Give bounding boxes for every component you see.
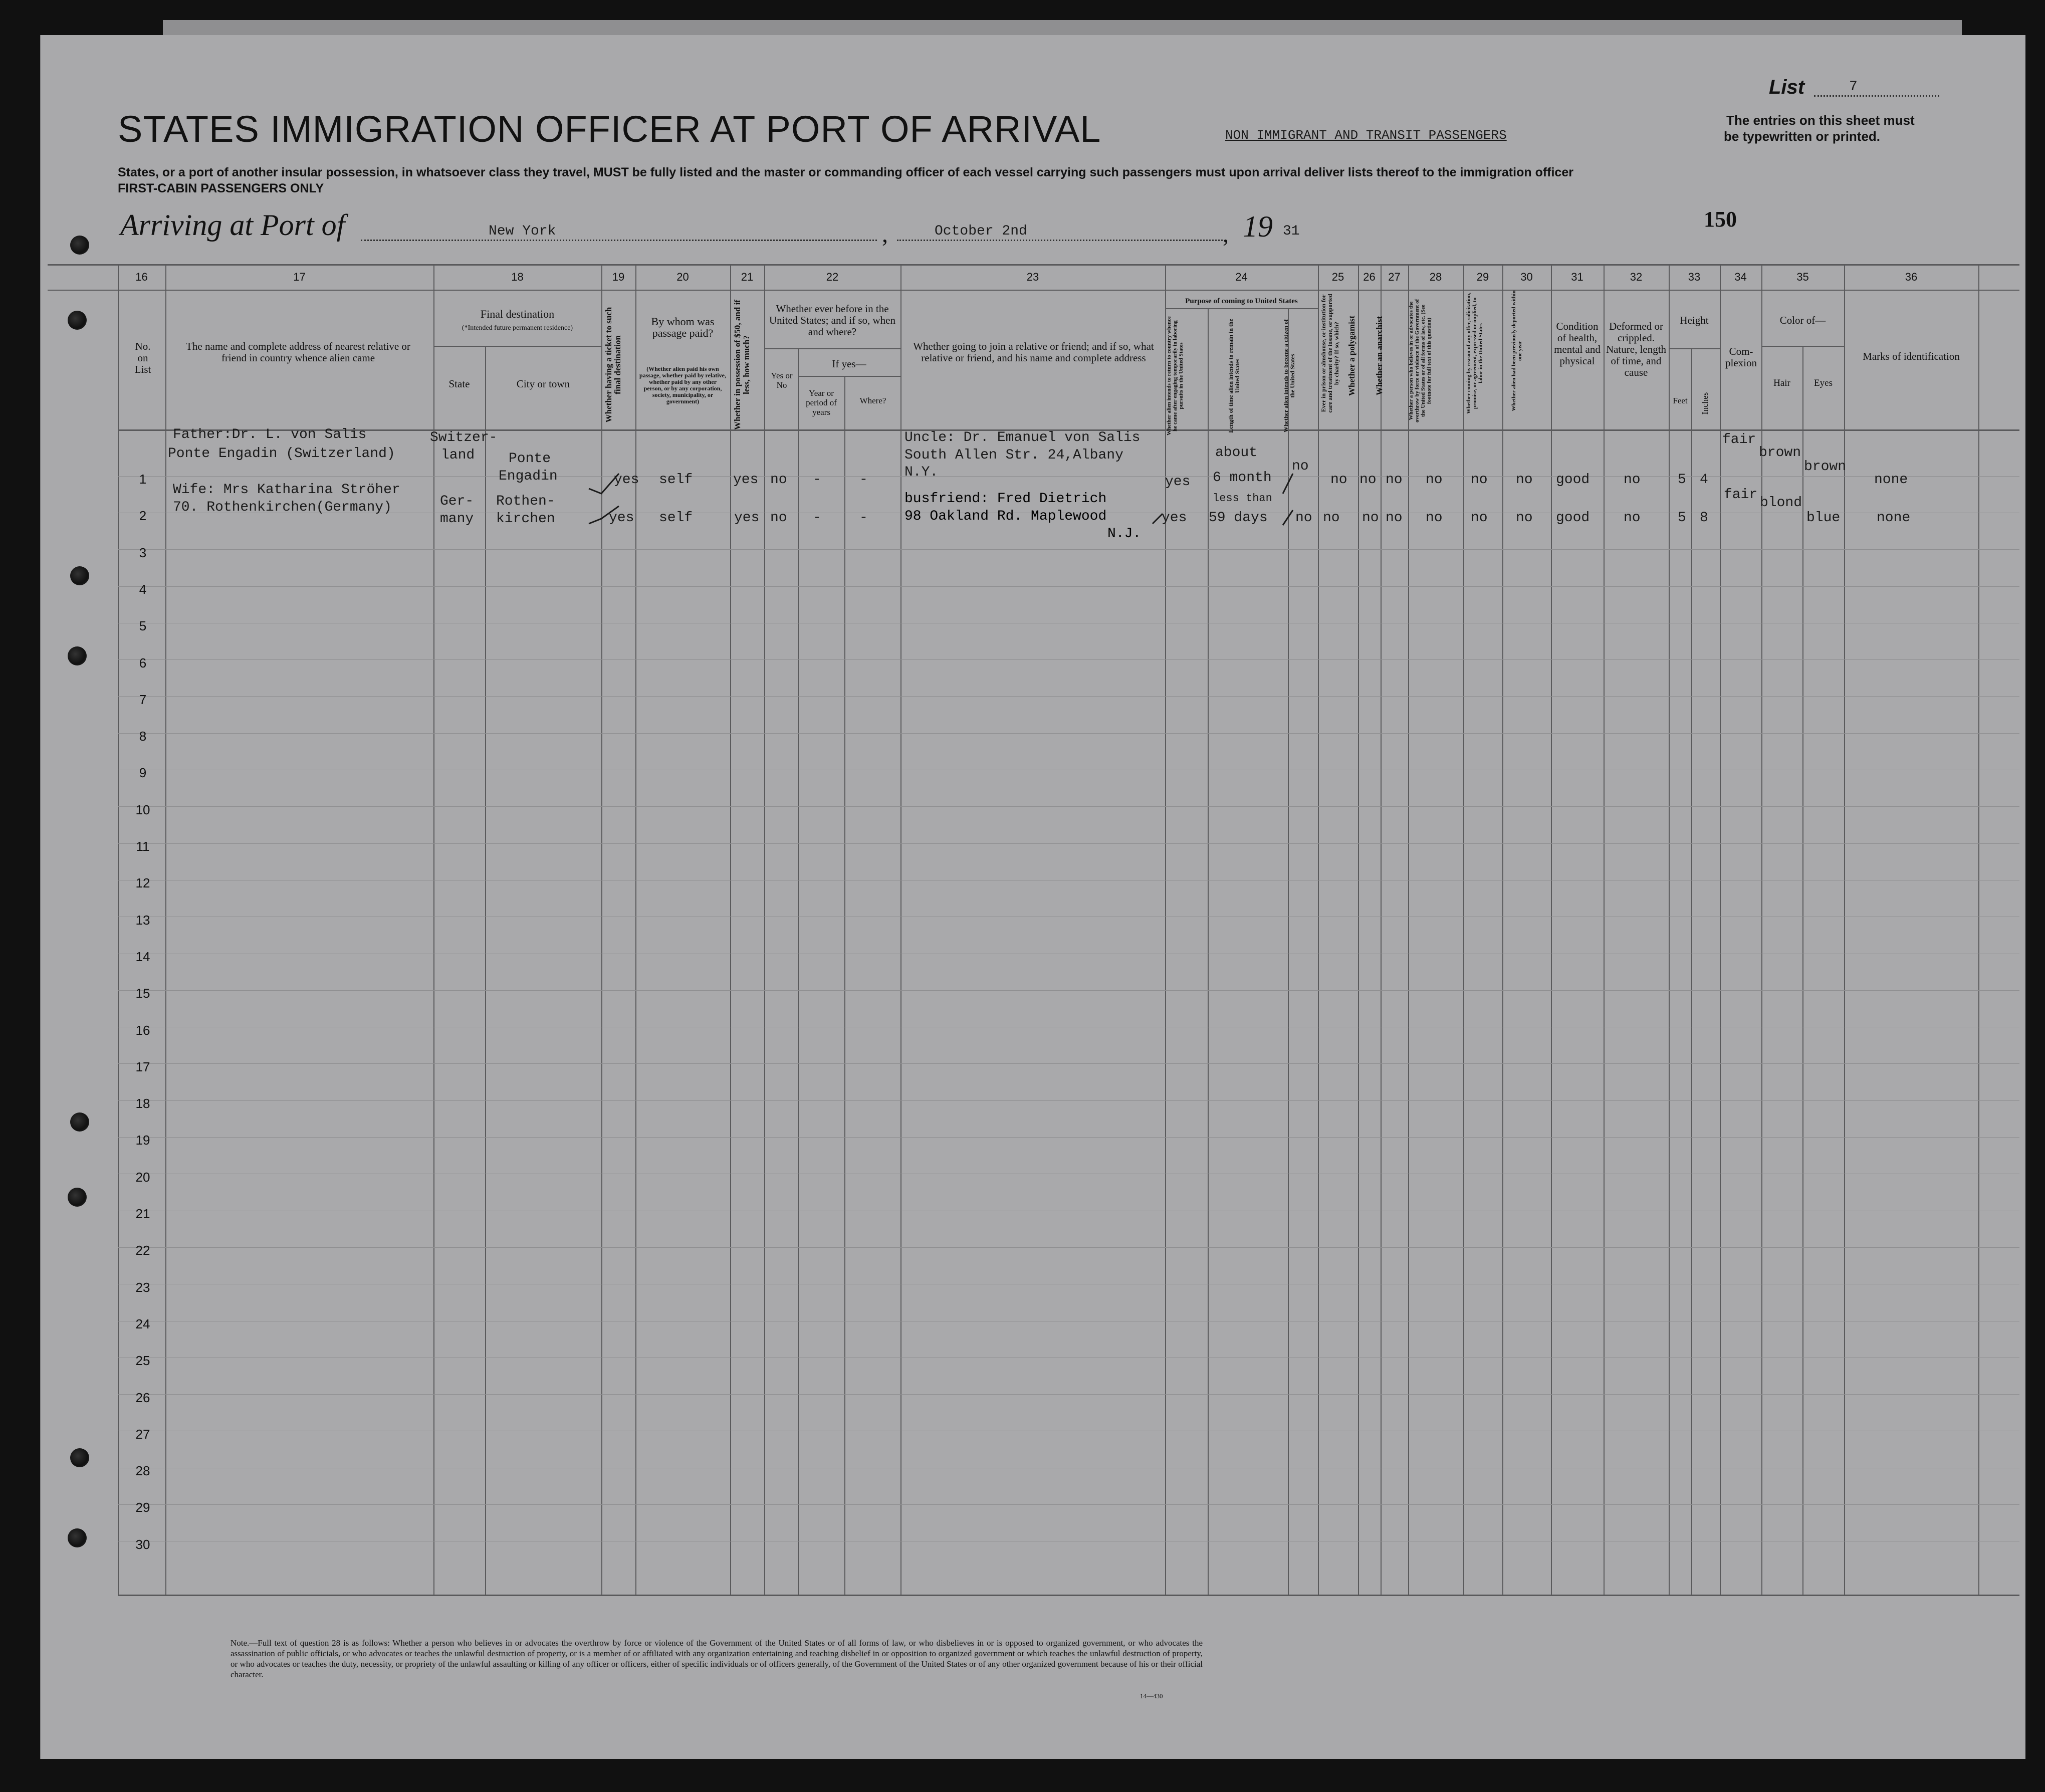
- join-relative-address: N.J.: [1107, 526, 1142, 542]
- column-number: 32: [1630, 271, 1643, 283]
- column-number: 24: [1235, 271, 1248, 283]
- column-number: 26: [1363, 271, 1376, 283]
- row-number: 27: [135, 1427, 150, 1442]
- possession-value: yes: [733, 472, 759, 488]
- eyes-value: blue: [1806, 510, 1841, 526]
- row-number: 24: [135, 1316, 150, 1331]
- check-mark: [1153, 514, 1163, 524]
- ticket-value: yes: [614, 472, 639, 488]
- footnote: Note.—Full text of question 28 is as follows: Whether a person who believes in or advocates the overthrow by force or violence of the Government of the United States or of all forms of law, or who disbelieves in or is opposed to organized government, or who advocates the assassination of public officials, or who advocates or teaches the unlawful destruction of property, or is a member of or affiliated with any organization entertaining and teaching disbelief in or opposition to organized government or which teaches the unlawful destruction of property, or who advocates or teaches the duty, necessity, or propriety of the unlawful assaulting or killing of any officer or officers, either of specific individuals or of officers generally, of the Government of the United States or of any other organized government because of his or their official character.: [231, 1638, 1203, 1679]
- form-number: 14—430: [1140, 1692, 1163, 1700]
- header-possession-50: Whether in possession of $50, and if less, how much?: [733, 300, 751, 430]
- polygamist-value: no: [1359, 472, 1377, 488]
- length-value: about: [1215, 445, 1258, 461]
- destination-city: Rothen-: [496, 494, 555, 509]
- list-number: 7: [1849, 79, 1858, 95]
- complexion-value: fair: [1724, 487, 1758, 503]
- inches-value: 8: [1700, 510, 1708, 526]
- header-question-28: Whether a person who believes in or advocates the overthrow by force or violence of the Government of the United States or of all forms of law, etc. (See footnote for full text of this question): [1408, 299, 1432, 423]
- row-number: 2: [139, 508, 147, 523]
- row-number: 29: [135, 1500, 150, 1515]
- column-number: 35: [1796, 271, 1809, 283]
- column-number: 22: [826, 271, 839, 283]
- join-relative-address: 98 Oakland Rd. Maplewood: [904, 509, 1107, 524]
- destination-city: Ponte: [509, 451, 551, 467]
- year-prefix: 19: [1243, 210, 1273, 243]
- header-anarchist: Whether an anarchist: [1375, 316, 1384, 396]
- comma: ,: [882, 221, 888, 248]
- column-number: 28: [1429, 271, 1442, 283]
- row-number: 17: [135, 1059, 150, 1074]
- header-final-destination-note: (*Intended future permanent residence): [462, 324, 573, 332]
- row-number: 6: [139, 655, 147, 670]
- column-number: 33: [1688, 271, 1701, 283]
- anarchist-value: no: [1386, 510, 1403, 526]
- subtitle-text: States, or a port of another insular possession, in whatsoever class they travel, MUST be fully listed and the master or commanding officer of each vessel carrying such passengers must upon arrival deliver lists thereof to the immigration officer: [118, 165, 1573, 179]
- before-us-value: no: [770, 472, 787, 488]
- check-mark: [589, 474, 619, 494]
- join-relative-name: Uncle: Dr. Emanuel von Salis: [904, 430, 1141, 445]
- date-value: October 2nd: [935, 223, 1027, 239]
- ticket-value: yes: [609, 510, 634, 526]
- length-value: 59 days: [1209, 510, 1268, 526]
- column-number: 19: [612, 271, 625, 283]
- prison-value: no: [1330, 472, 1347, 488]
- row-number: 16: [135, 1023, 150, 1038]
- year-value: -: [813, 472, 821, 488]
- column-number: 20: [676, 271, 689, 283]
- health-value: good: [1556, 472, 1590, 488]
- header-purpose-return: Whether alien intends to return to country whence he came after engaging temporarily in laboring pursuits in the United States: [1166, 316, 1184, 435]
- deported-value: no: [1516, 472, 1533, 488]
- row-number: 1: [139, 472, 147, 487]
- header-color-of: Color of—: [1779, 314, 1826, 326]
- row-number: 3: [139, 545, 147, 560]
- page-title: STATES IMMIGRATION OFFICER AT PORT OF ARRIVAL: [118, 108, 1101, 150]
- relative-address: 70. Rothenkirchen(Germany): [173, 500, 392, 515]
- header-yes-no: Yes or No: [771, 371, 793, 390]
- destination-state: land: [441, 447, 475, 463]
- column-number: 36: [1905, 271, 1918, 283]
- column-number: 17: [293, 271, 306, 283]
- header-no-on-list: No. on List: [134, 340, 151, 375]
- header-passage-paid: By whom was passage paid?: [651, 315, 715, 339]
- header-if-yes: If yes—: [832, 358, 866, 370]
- header-polygamist: Whether a polygamist: [1347, 315, 1356, 396]
- anarchist-value: no: [1386, 472, 1403, 488]
- header-join-relative: Whether going to join a relative or friend; and if so, what relative or friend, and his name and complete address: [913, 340, 1154, 364]
- return-value: yes: [1165, 474, 1191, 490]
- row-number: 20: [135, 1170, 150, 1185]
- check-mark: [1283, 474, 1293, 494]
- header-inches: Inches: [1700, 392, 1710, 415]
- column-number: 29: [1476, 271, 1489, 283]
- row-number: 23: [135, 1280, 150, 1295]
- check-mark: [589, 506, 619, 524]
- where-value: -: [859, 510, 868, 526]
- row-number: 7: [139, 692, 147, 707]
- header-height: Height: [1680, 314, 1709, 326]
- row-number: 11: [136, 839, 150, 854]
- list-label: List: [1769, 76, 1805, 98]
- return-value: yes: [1162, 510, 1187, 526]
- column-number: 18: [511, 271, 524, 283]
- row-number: 30: [135, 1537, 150, 1552]
- header-state: State: [448, 378, 470, 390]
- question-28-value: no: [1426, 472, 1443, 488]
- column-number: 31: [1571, 271, 1583, 283]
- row-number: 26: [135, 1390, 150, 1405]
- header-deported: Whether alien had been previously deported within one year: [1511, 290, 1523, 411]
- before-us-value: no: [770, 510, 787, 526]
- column-number: 25: [1331, 271, 1344, 283]
- deformed-value: no: [1624, 472, 1641, 488]
- length-value: 6 month: [1213, 470, 1272, 486]
- paid-by-value: self: [659, 472, 693, 488]
- year-value: -: [813, 510, 821, 526]
- citizen-value: no: [1292, 459, 1309, 474]
- row-number: 10: [135, 802, 150, 817]
- arriving-label: Arriving at Port of: [120, 208, 345, 242]
- subtitle-class: FIRST-CABIN PASSENGERS ONLY: [118, 181, 324, 195]
- polygamist-value: no: [1362, 510, 1379, 526]
- header-city: City or town: [516, 378, 570, 390]
- health-value: good: [1556, 510, 1590, 526]
- header-final-destination: Final destination: [480, 308, 555, 320]
- comma: ,: [1223, 221, 1229, 248]
- possession-value: yes: [734, 510, 760, 526]
- inches-value: 4: [1700, 472, 1708, 488]
- row-number: 13: [135, 913, 150, 928]
- column-number: 23: [1026, 271, 1039, 283]
- row-number: 28: [135, 1463, 150, 1478]
- header-labor-offer: Whether coming by reason of any offer, solicitation, promise, or agreement, expressed or implied, to labor in the United States: [1466, 292, 1484, 414]
- header-purpose-citizen: Whether alien intends to become a citizen of the United States: [1282, 319, 1296, 433]
- column-number: 16: [135, 271, 148, 283]
- row-number: 5: [139, 618, 147, 633]
- column-number: 30: [1520, 271, 1533, 283]
- year-suffix: 31: [1283, 223, 1300, 239]
- header-feet: Feet: [1673, 396, 1688, 405]
- row-number: 8: [139, 729, 147, 744]
- labor-offer-value: no: [1471, 472, 1488, 488]
- citizen-value: no: [1295, 510, 1312, 526]
- complexion-value: fair: [1722, 432, 1756, 447]
- feet-value: 5: [1678, 510, 1686, 526]
- row-number: 15: [135, 986, 150, 1001]
- column-number: 27: [1388, 271, 1401, 283]
- row-number: 14: [135, 949, 150, 964]
- destination-city: Engadin: [499, 469, 558, 484]
- prison-value: no: [1323, 510, 1340, 526]
- header-where: Where?: [859, 396, 886, 405]
- labor-offer-value: no: [1471, 510, 1488, 526]
- header-year-period: Year or period of years: [806, 388, 837, 417]
- header-purpose: Purpose of coming to United States: [1185, 297, 1298, 305]
- row-number: 9: [139, 765, 147, 780]
- header-hair: Hair: [1773, 378, 1790, 388]
- header-marks: Marks of identification: [1863, 350, 1960, 362]
- class-stamp: NON IMMIGRANT AND TRANSIT PASSENGERS: [1225, 128, 1507, 143]
- hair-value: brown: [1759, 445, 1801, 461]
- row-number: 4: [139, 582, 147, 597]
- join-relative-address: N.Y.: [904, 465, 939, 480]
- header-health: Condition of health, mental and physical: [1554, 320, 1601, 367]
- header-eyes: Eyes: [1814, 378, 1833, 388]
- join-relative-address: South Allen Str. 24,Albany: [904, 447, 1123, 463]
- header-purpose-length: Length of time alien intends to remain in the United States: [1227, 319, 1241, 433]
- header-ticket: Whether having a ticket to such final destination: [604, 307, 622, 423]
- destination-state: Switzer-: [430, 430, 498, 445]
- header-complexion: Com-plexion: [1725, 345, 1757, 369]
- page-number: 150: [1704, 207, 1737, 232]
- marks-value: none: [1874, 472, 1908, 488]
- deported-value: no: [1516, 510, 1533, 526]
- header-prison: Ever in prison or almshouse, or institution for care and treatment of the insane, or supported by charity? If so, which?: [1320, 294, 1340, 413]
- column-number: 34: [1734, 271, 1747, 283]
- row-number: 21: [135, 1206, 150, 1221]
- join-relative-name: busfriend: Fred Dietrich: [904, 491, 1107, 507]
- header-passage-paid-note: (Whether alien paid his own passage, whether paid by relative, whether paid by any other person, or by any corporation, society, municipality, or government): [639, 365, 726, 405]
- destination-city: kirchen: [496, 511, 555, 527]
- paid-by-value: self: [659, 510, 693, 526]
- destination-state: many: [440, 511, 474, 527]
- check-mark: [1283, 510, 1293, 525]
- row-number: 25: [135, 1353, 150, 1368]
- column-number: 21: [741, 271, 754, 283]
- relative-address: Ponte Engadin (Switzerland): [168, 446, 395, 462]
- relative-name: Wife: Mrs Katharina Ströher: [173, 482, 400, 498]
- question-28-value: no: [1426, 510, 1443, 526]
- feet-value: 5: [1678, 472, 1686, 488]
- length-value: less than: [1213, 492, 1272, 505]
- instruction-note: be typewritten or printed.: [1724, 129, 1881, 144]
- row-number: 19: [135, 1133, 150, 1148]
- hair-value: blond: [1760, 495, 1802, 511]
- relative-name: Father:Dr. L. von Salis: [173, 427, 367, 442]
- eyes-value: brown: [1804, 459, 1847, 475]
- header-nearest-relative: The name and complete address of nearest relative or friend in country whence alien came: [186, 340, 410, 364]
- instruction-note: The entries on this sheet must: [1726, 113, 1915, 128]
- row-number: 18: [135, 1096, 150, 1111]
- port-value: New York: [489, 223, 556, 239]
- where-value: -: [859, 472, 868, 488]
- deformed-value: no: [1624, 510, 1641, 526]
- header-deformed: Deformed or crippled. Nature, length of time, and cause: [1606, 320, 1667, 378]
- row-number: 22: [135, 1243, 150, 1258]
- header-before-in-us: Whether ever before in the United States; and if so, when and where?: [769, 303, 895, 338]
- destination-state: Ger-: [440, 494, 474, 509]
- row-number: 12: [135, 875, 150, 890]
- marks-value: none: [1877, 510, 1911, 526]
